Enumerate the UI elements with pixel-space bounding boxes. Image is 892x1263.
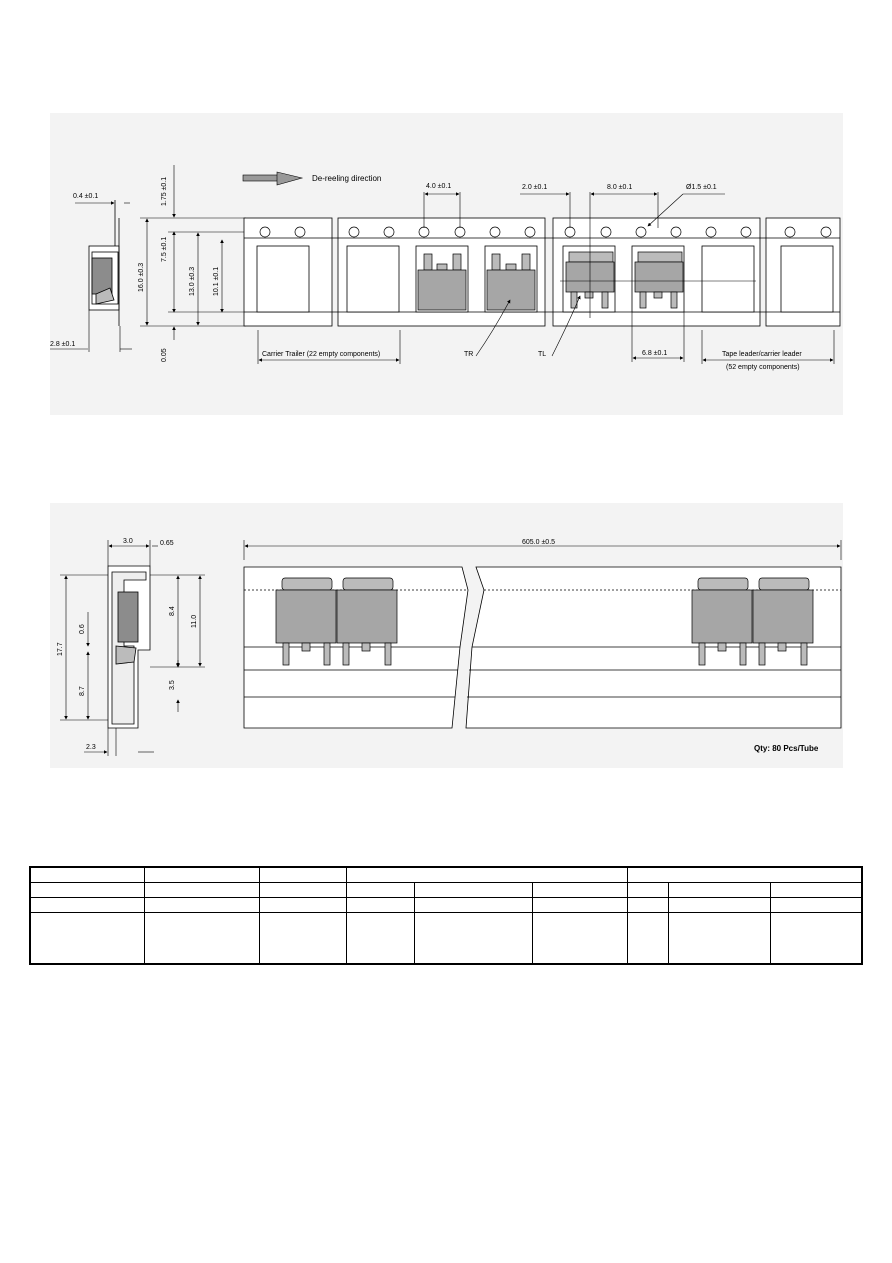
- table-cell: [144, 883, 259, 898]
- table-cell: [770, 898, 862, 913]
- tape-drawing: [0, 0, 892, 420]
- table-cell: [414, 913, 532, 965]
- dim-8-7: 8.7: [79, 686, 86, 696]
- dim-11-0: 11.0: [191, 614, 198, 628]
- table-cell: [259, 898, 346, 913]
- direction-label: De-reeling direction: [312, 174, 382, 183]
- table-cell: [259, 913, 346, 965]
- dim-17-7: 17.7: [57, 642, 64, 656]
- table-cell: [414, 883, 532, 898]
- table-cell: [346, 913, 414, 965]
- table-cell: [414, 898, 532, 913]
- table-row: [30, 883, 862, 898]
- dim-8-4: 8.4: [169, 606, 176, 616]
- table-cell: [30, 913, 144, 965]
- tr-label: TR: [464, 351, 474, 358]
- dim-2-0: 2.0 ±0.1: [522, 184, 548, 191]
- de-reeling-arrow-icon: [243, 172, 302, 185]
- table-cell: [627, 913, 668, 965]
- dim-8-0: 8.0 ±0.1: [607, 184, 633, 191]
- table-cell: [770, 913, 862, 965]
- qty-label: Qty: 80 Pcs/Tube: [754, 744, 819, 753]
- table-cell: [627, 898, 668, 913]
- table-cell: [30, 883, 144, 898]
- dim-0-05: 0.05: [161, 348, 168, 362]
- dim-16-0: 16.0 ±0.3: [138, 262, 145, 292]
- table-cell: [30, 867, 144, 883]
- dim-10-1: 10.1 ±0.1: [213, 266, 220, 296]
- dim-0-6: 0.6: [79, 624, 86, 634]
- dim-2-8: 2.8 ±0.1: [50, 341, 76, 348]
- dim-6-8: 6.8 ±0.1: [642, 350, 668, 357]
- table-cell: [346, 867, 627, 883]
- trailer-label: Carrier Trailer (22 empty components): [262, 351, 381, 358]
- dim-2-3: 2.3: [86, 744, 96, 751]
- dim-4-0: 4.0 ±0.1: [426, 183, 452, 190]
- tube-cross-section: [108, 566, 150, 728]
- table-cell: [668, 898, 770, 913]
- table-cell: [668, 883, 770, 898]
- dim-3-0: 3.0: [123, 538, 133, 545]
- dim-0-65: 0.65: [160, 540, 174, 547]
- table-cell: [532, 883, 627, 898]
- tube-drawing: [0, 500, 892, 800]
- table-cell: [144, 913, 259, 965]
- table-cell: [144, 898, 259, 913]
- dim-1-75: 1.75 ±0.1: [161, 176, 168, 206]
- dim-13-0: 13.0 ±0.3: [189, 266, 196, 296]
- table-cell: [770, 883, 862, 898]
- dim-7-5: 7.5 ±0.1: [161, 236, 168, 262]
- leader-sub-label: (52 empty components): [726, 364, 800, 371]
- dim-605: 605.0 ±0.5: [522, 539, 556, 546]
- table-cell: [532, 913, 627, 965]
- table-cell: [346, 883, 414, 898]
- dim-0-4: 0.4 ±0.1: [73, 193, 99, 200]
- table-cell: [30, 898, 144, 913]
- table-row: [30, 867, 862, 883]
- table-cell: [144, 867, 259, 883]
- tl-label: TL: [538, 351, 547, 358]
- table-cell: [259, 883, 346, 898]
- leader-label: Tape leader/carrier leader: [722, 351, 802, 358]
- ordering-table: [29, 866, 863, 965]
- table-cell: [259, 867, 346, 883]
- table-cell: [346, 898, 414, 913]
- dim-1-5: Ø1.5 ±0.1: [686, 184, 717, 191]
- table-row: [30, 898, 862, 913]
- table-cell: [532, 898, 627, 913]
- table-cell: [627, 883, 668, 898]
- table-cell: [627, 867, 862, 883]
- table-cell: [668, 913, 770, 965]
- dim-3-5: 3.5: [169, 680, 176, 690]
- table-row: [30, 913, 862, 965]
- tape-side-profile: [89, 200, 119, 326]
